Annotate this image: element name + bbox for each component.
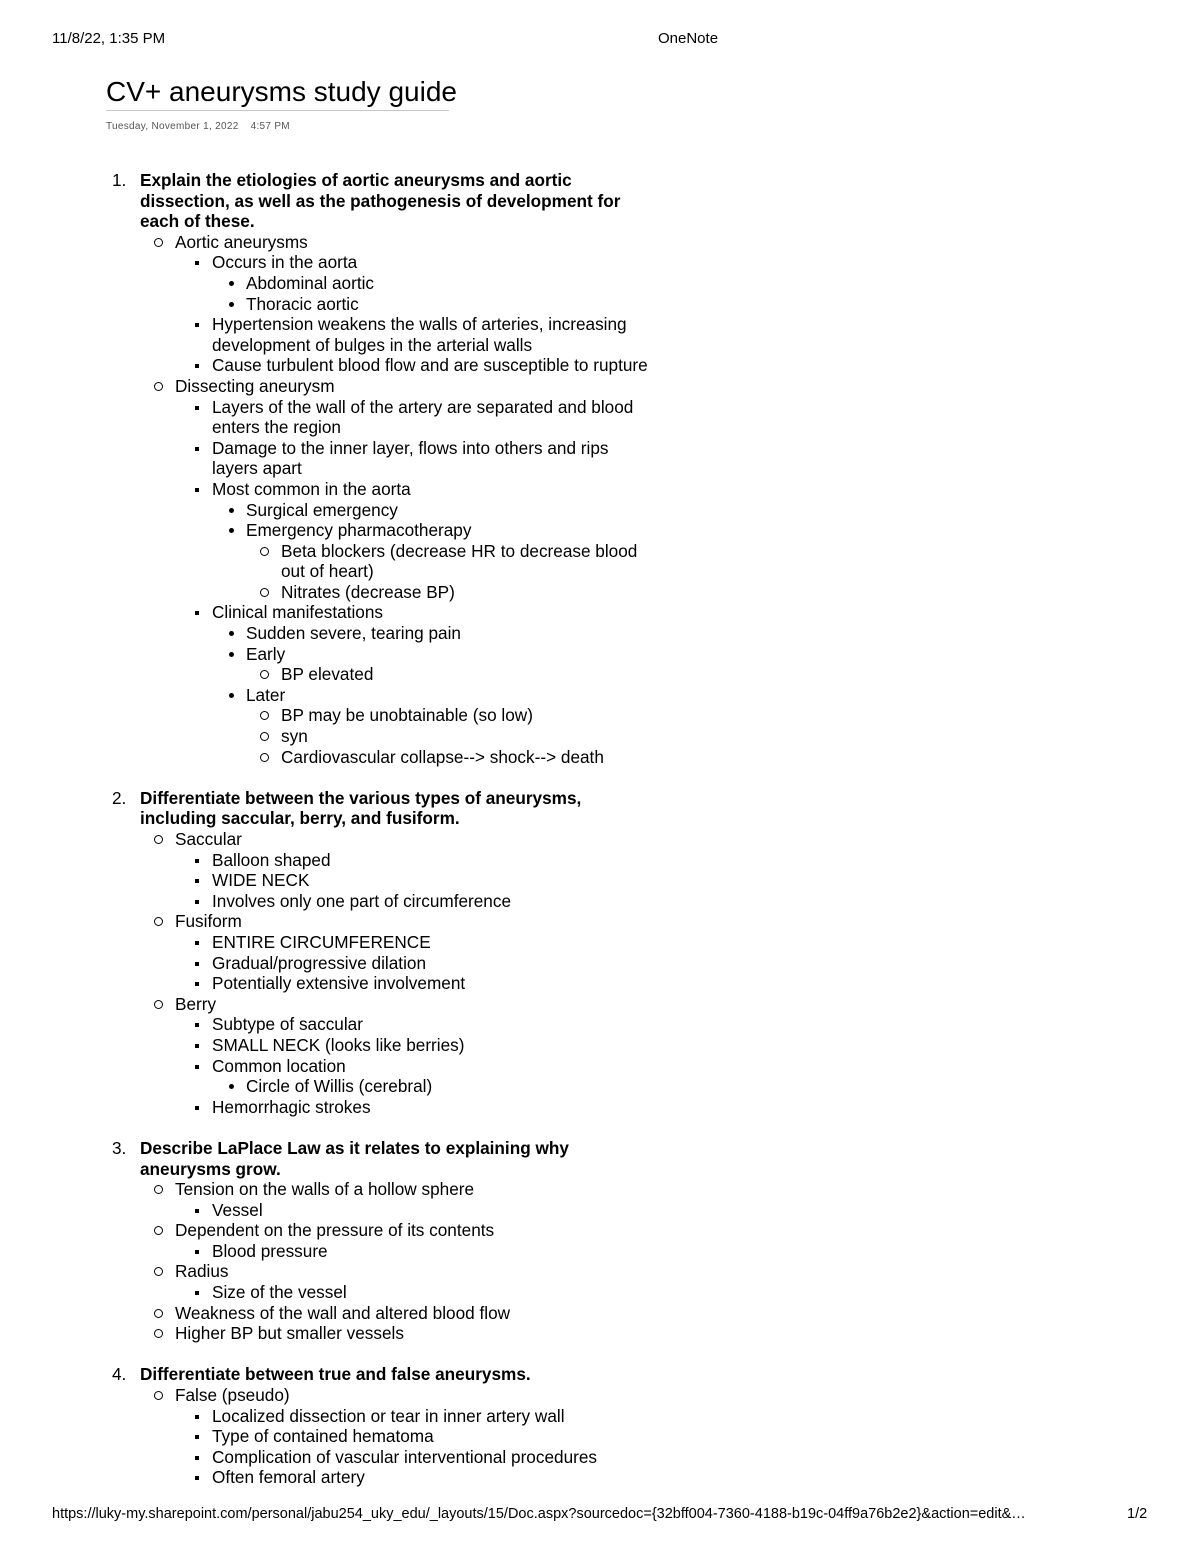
outline-item-text: BP may be unobtainable (so low) [281,705,533,726]
outline-item [246,273,666,294]
question-section [0,788,640,1118]
outline-item-text: Clinical manifestations [212,602,383,623]
question-section [0,1138,640,1344]
question-number: 2. [112,787,127,808]
outline-item-text: SMALL NECK (looks like berries) [212,1034,465,1055]
outline-item-text: Type of contained hematoma [212,1426,434,1447]
outline-item [212,1014,657,1035]
page-datetime [106,121,290,132]
outline-item [246,500,666,521]
outline-item [212,1406,657,1427]
outline-item-text: Common location [212,1055,346,1076]
outline-item-text: Weakness of the wall and altered blood flow [175,1302,511,1323]
outline-item [175,1261,695,1302]
outline-item [212,1200,657,1221]
outline-item [212,932,657,953]
outline-list-level-3 [212,500,657,603]
outline-item-text: Most common in the aorta [212,478,411,499]
outline-item [246,685,666,767]
question-number: 1. [112,170,127,190]
outline-item-text: Size of the vessel [212,1282,347,1303]
outline-item [175,1303,695,1324]
outline-list-level-2 [175,1406,695,1488]
outline-item-text: Occurs in the aorta [212,252,358,273]
outline-item [212,850,657,871]
footer-url: https://luky-my.sharepoint.com/personal/jabu254_uky_edu/_layouts/15/Doc.aspx?sourcedoc={32bff004-7360-4188-b19c-04ff9a76b2e2}&action=edit&… [52,1506,1026,1522]
question-text: Differentiate between true and false aneurysms. [140,1364,531,1385]
outline-item-text: Berry [175,993,217,1014]
outline-item-text: Fusiform [175,911,242,932]
outline-item-text: WIDE NECK [212,870,310,891]
outline-list-level-4 [246,664,666,685]
outline-item [281,747,661,768]
outline-item-text: Blood pressure [212,1240,328,1261]
outline-item-text: Cause turbulent blood flow and are susceptible to rupture [212,355,648,376]
outline-list-level-2 [175,1282,695,1303]
outline-item-text: Potentially extensive involvement [212,973,466,994]
outline-item-text: Aortic aneurysms [175,231,308,252]
outline-item [212,973,657,994]
question-number: 4. [112,1364,127,1385]
outline-list-level-2 [175,252,695,376]
outline-item [246,1076,666,1097]
outline-item [175,1179,695,1220]
outline-item [281,664,661,685]
outline-item-text: Tension on the walls of a hollow sphere [175,1179,475,1200]
outline-item-text: Abdominal aortic [246,272,375,293]
outline-item [212,252,657,314]
outline-item-text: False (pseudo) [175,1385,290,1406]
outline-item [212,1035,657,1056]
outline-list-level-1 [140,1179,640,1344]
outline-item [212,438,657,479]
outline-item [175,994,695,1118]
outline-item [281,582,661,603]
outline-item [246,520,666,602]
outline-item-text: Nitrates (decrease BP) [281,581,455,602]
question-text: Differentiate between the various types of aneurysms, including saccular, berry, and fusiform. [140,787,582,829]
outline-item [175,1220,695,1261]
outline-item-text: Damage to the inner layer, flows into others and rips layers apart [212,437,609,479]
outline-item [212,397,657,438]
question-text: Explain the etiologies of aortic aneurysms and aortic dissection, as well as the pathogenesis of development for each of these. [140,170,621,232]
outline-item-text: Layers of the wall of the artery are separated and blood enters the region [212,396,634,438]
outline-item-text: Involves only one part of circumference [212,890,512,911]
page-title: CV+ aneurysms study guide [106,76,449,111]
outline-list-level-2 [175,397,695,768]
outline-item [281,705,661,726]
outline-item-text: Saccular [175,829,242,849]
outline-item [212,1056,657,1097]
outline-list-level-2 [175,1200,695,1221]
page-time: 4:57 PM [250,121,290,132]
outline-item [246,623,666,644]
outline-item [246,294,666,315]
outline-item-text: Often femoral artery [212,1467,365,1488]
outline-item-text: Thoracic aortic [246,293,359,314]
outline-item-text: Cardiovascular collapse--> shock--> death [281,746,604,767]
outline-item [212,1426,657,1447]
outline-item-text: Emergency pharmacotherapy [246,520,472,541]
outline-item [175,232,695,376]
footer-page-number: 1/2 [1127,1506,1148,1522]
print-datetime: 11/8/22, 1:35 PM [52,30,166,47]
outline-list-level-2 [175,1014,695,1117]
outline-item [246,644,666,685]
outline-item [175,829,695,911]
question-section [0,170,648,767]
question-section [0,1364,640,1488]
outline-list-level-1 [140,231,648,767]
outline-item [212,355,657,376]
outline-list-level-1 [140,1385,640,1488]
outline-list-level-3 [212,273,657,314]
outline-list-level-2 [175,1241,695,1262]
outline-item [212,602,657,767]
outline-list-level-4 [246,541,666,603]
outline-item [212,1282,657,1303]
outline-item-text: Localized dissection or tear in inner artery wall [212,1405,565,1426]
outline-item-text: Circle of Willis (cerebral) [246,1076,433,1097]
outline-item-text: Early [246,643,286,664]
outline-item [175,1323,695,1344]
outline-item-text: Balloon shaped [212,849,331,870]
outline-list-level-3 [212,1076,657,1097]
outline-item-text: Dissecting aneurysm [175,375,335,396]
outline-item-text: BP elevated [281,664,374,685]
outline-item [175,911,695,993]
outline-item [212,479,657,603]
outline-item-text: Hemorrhagic strokes [212,1096,371,1117]
outline-item [212,1097,657,1118]
outline-item-text: Gradual/progressive dilation [212,952,427,973]
outline-item-text: Surgical emergency [246,499,398,520]
print-app-name: OneNote [658,30,719,47]
outline-item [212,1447,657,1468]
outline-item-text: Later [246,684,286,705]
outline-item [212,891,657,912]
outline-item [212,1241,657,1262]
outline-item [212,1467,657,1488]
outline-item-text: Higher BP but smaller vessels [175,1323,404,1344]
outline-list-level-3 [212,623,657,767]
outline-list-level-2 [175,932,695,994]
outline-item-text: Radius [175,1261,229,1282]
outline-item-text: Dependent on the pressure of its contents [175,1220,495,1241]
outline-item-text: Beta blockers (decrease HR to decrease blood out of heart) [281,540,638,582]
question-number: 3. [112,1137,127,1158]
question-text: Describe LaPlace Law as it relates to explaining why aneurysms grow. [140,1137,569,1179]
outline-item [212,870,657,891]
page-date: Tuesday, November 1, 2022 [106,121,239,132]
outline-list-level-1 [140,829,640,1117]
note-body [0,170,1200,1488]
outline-list-level-4 [246,705,666,767]
outline-list-level-2 [175,850,695,912]
outline-item [281,541,661,582]
outline-item [175,1385,695,1488]
outline-item-text: Complication of vascular interventional procedures [212,1446,598,1467]
outline-item [281,726,661,747]
outline-item-text: syn [281,726,308,747]
outline-item-text: ENTIRE CIRCUMFERENCE [212,931,431,952]
outline-item-text: Hypertension weakens the walls of arteries, increasing development of bulges in the arterial walls [212,314,627,355]
outline-item-text: Sudden severe, tearing pain [246,623,461,644]
outline-item [212,953,657,974]
outline-item [175,376,695,767]
outline-item [212,314,657,355]
outline-item-text: Subtype of saccular [212,1014,363,1035]
outline-item-text: Vessel [212,1199,263,1220]
